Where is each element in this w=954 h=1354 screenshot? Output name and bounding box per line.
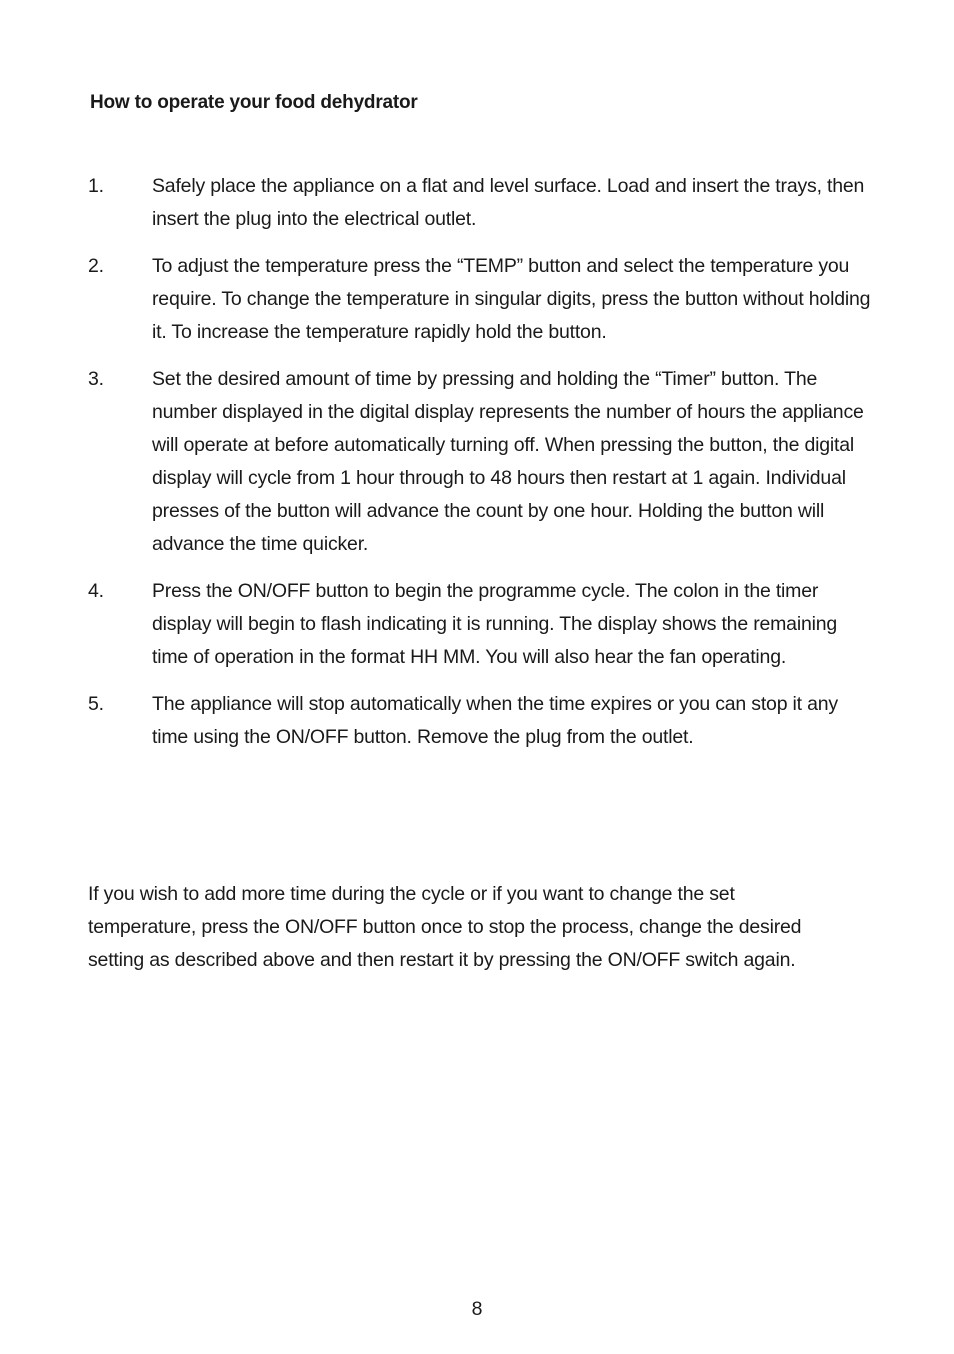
note-paragraph: If you wish to add more time during the cycle or if you want to change the set temperature, press the ON/OFF button once to stop the process, change the desired setting as described above and then restart it by pressing the ON/OFF switch again. xyxy=(88,883,802,971)
list-item xyxy=(88,170,878,236)
step-text: Press the ON/OFF button to begin the programme cycle. The colon in the timer display will begin to flash indicating it is running. The display shows the remaining time of operation in the format HH MM. You will also hear the fan operating. xyxy=(152,580,838,668)
list-item xyxy=(88,688,878,754)
step-number: 1. xyxy=(88,175,104,197)
section-heading: How to operate your food dehydrator xyxy=(90,92,418,113)
step-number: 4. xyxy=(88,580,104,602)
page-number: 8 xyxy=(471,1298,483,1320)
step-number: 2. xyxy=(88,255,104,277)
step-text: Safely place the appliance on a flat and level surface. Load and insert the trays, then insert the plug into the electrical outlet. xyxy=(152,175,865,230)
step-number: 5. xyxy=(88,693,104,715)
instruction-list xyxy=(88,170,878,768)
step-text: To adjust the temperature press the “TEMP” button and select the temperature you require. To change the temperature in singular digits, press the button without holding it. To increase the temperature rapidly hold the button. xyxy=(152,255,871,343)
step-text: Set the desired amount of time by pressing and holding the “Timer” button. The number displayed in the digital display represents the number of hours the appliance will operate at before automatically turning off. When pressing the button, the digital display will cycle from 1 hour through to 48 hours then restart at 1 again. Individual presses of the button will advance the count by one hour. Holding the button will advance the time quicker. xyxy=(152,368,864,555)
list-item xyxy=(88,363,878,561)
list-item xyxy=(88,250,878,349)
step-number: 3. xyxy=(88,368,104,390)
step-text: The appliance will stop automatically when the time expires or you can stop it any time using the ON/OFF button. Remove the plug from the outlet. xyxy=(152,693,838,748)
list-item xyxy=(88,575,878,674)
